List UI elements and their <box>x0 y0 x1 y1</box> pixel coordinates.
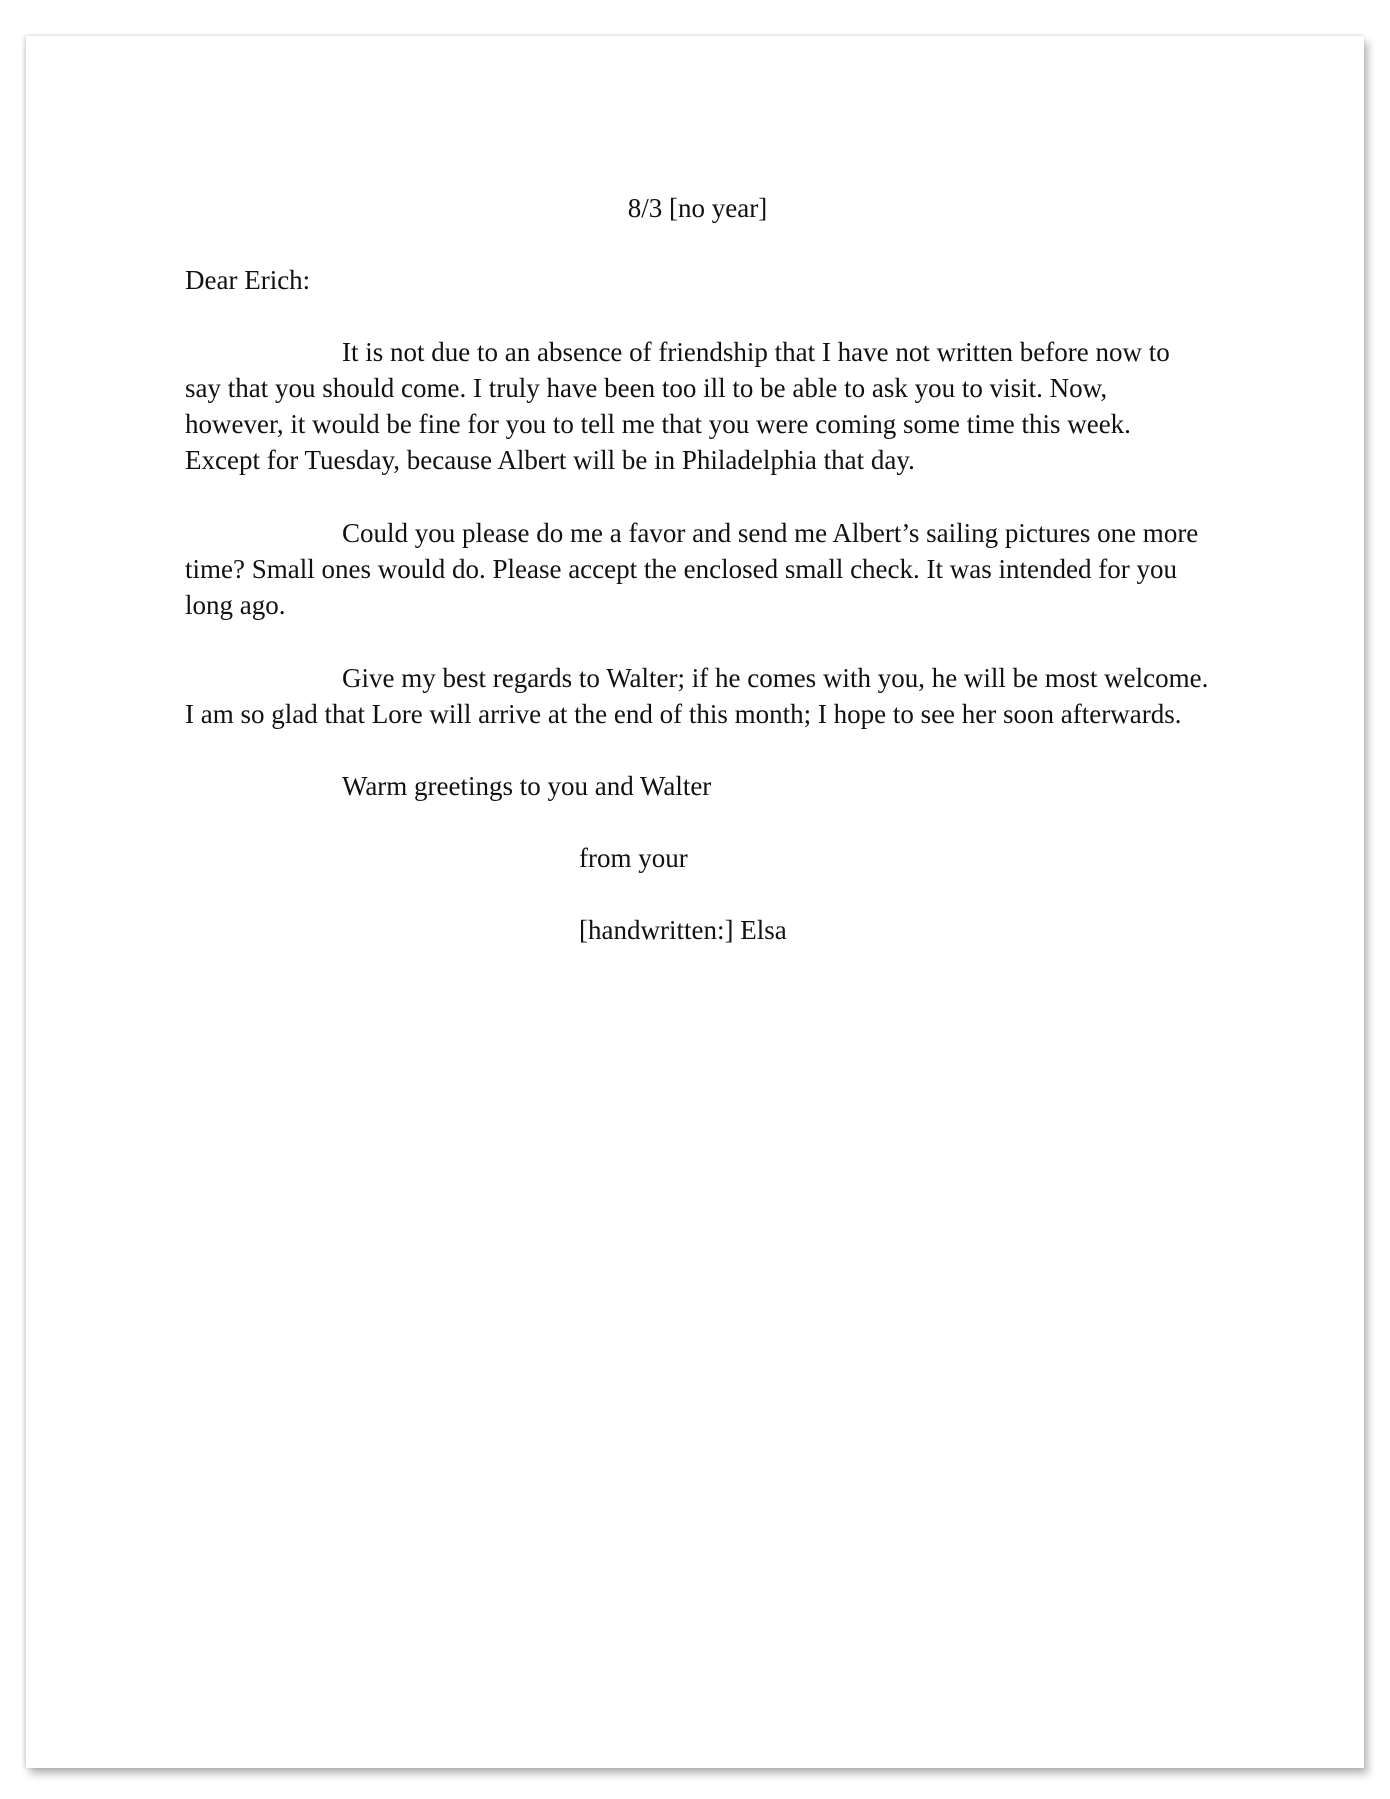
from-line: from your <box>579 843 688 873</box>
salutation: Dear Erich: <box>185 265 311 295</box>
letter-date: 8/3 [no year] <box>627 193 768 223</box>
paragraph-1: It is not due to an absence of friendship that I have not written before now to say that you should come. I truly have been too ill to be able to ask you to visit. Now, however, it would be fine for you to tell me that you were coming some time this week. Except for Tuesday, because Albert will be in Philadelphia that day. <box>185 337 1170 475</box>
paragraph-3: Give my best regards to Walter; if he comes with you, he will be most welcome. I am so glad that Lore will arrive at the end of this month; I hope to see her soon afterwards. <box>185 663 1209 729</box>
paragraph-2: Could you please do me a favor and send me Albert’s sailing pictures one more time? Small ones would do. Please accept the enclosed small check. It was intended for you long ago. <box>185 518 1199 620</box>
signature: [handwritten:] Elsa <box>579 915 787 945</box>
closing-line: Warm greetings to you and Walter <box>342 771 712 801</box>
